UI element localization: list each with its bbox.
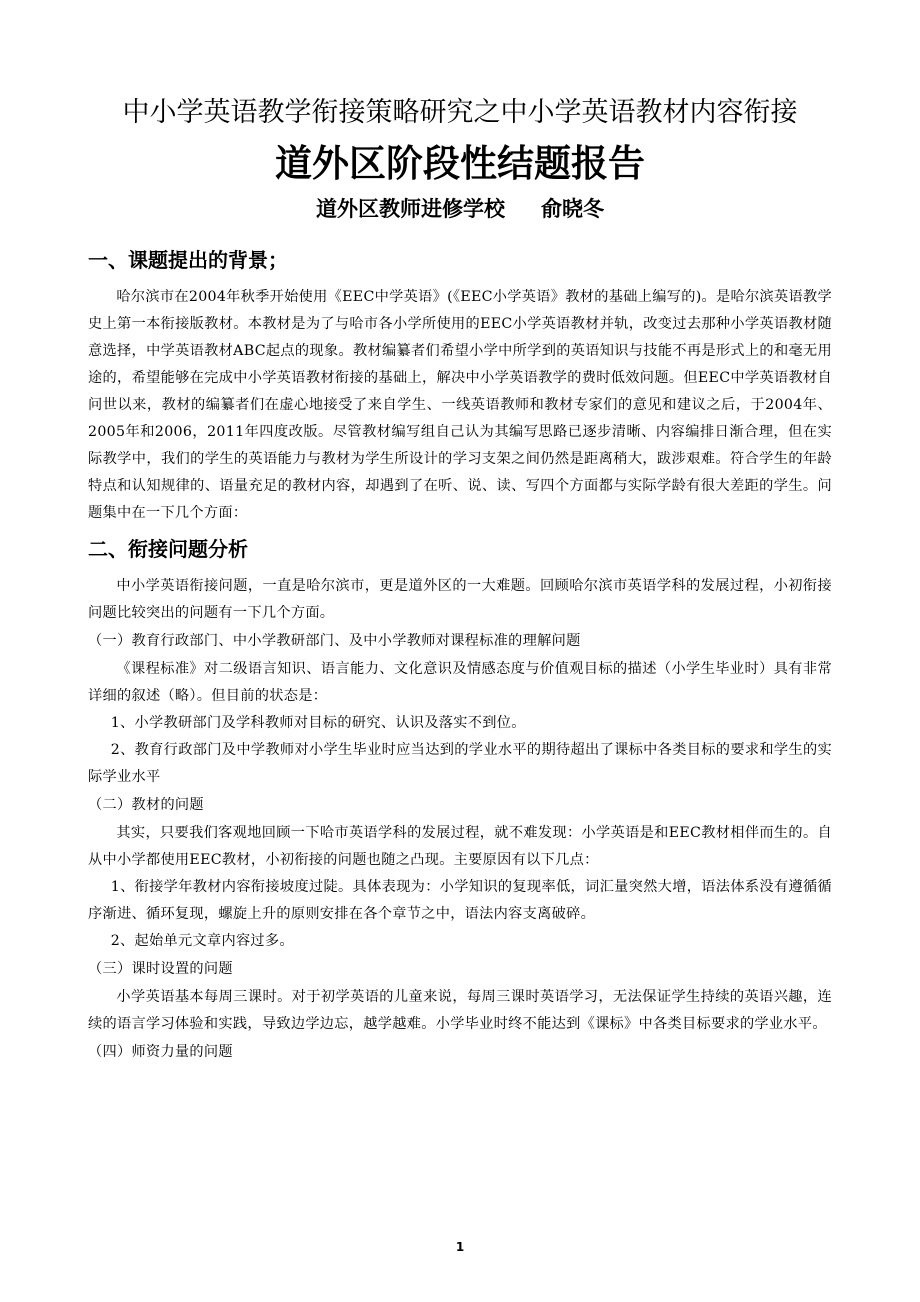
- author-line: [0, 194, 920, 224]
- document-title-line1: 中小学英语教学衔接策略研究之中小学英语教材内容衔接: [122, 97, 798, 128]
- section-heading-background: 一、课题提出的背景；: [88, 248, 288, 272]
- textbook-paragraph: 其实，只要我们客观地回顾一下哈市英语学科的发展过程，就不难发现：小学英语是和EEC教材相伴而生的。自从中小学都使用EEC教材，小初衔接的问题也随之凸现。主要原因有以下几点：: [88, 825, 832, 868]
- section-heading-analysis: 二、衔接问题分析: [88, 537, 248, 561]
- curriculum-point-1: 1、小学教研部门及学科教师对目标的研究、认识及落实不到位。: [110, 715, 526, 731]
- author-organization: 道外区教师进修学校: [316, 197, 505, 221]
- subsection-label-class-hours: （三）课时设置的问题: [88, 961, 233, 977]
- background-paragraph: 哈尔滨市在2004年秋季开始使用《EEC中学英语》(《EEC小学英语》教材的基础上编写的)。是哈尔滨英语教学史上第一本衔接版教材。本教材是为了与哈市各小学所使用的EEC小学英语教材并轨，改变过去那种小学英语教材随意选择，中学英语教材ABC起点的现象。教材编纂者们希望小学中所学到的英语知识与技能不再是形式上的和毫无用途的，希望能够在完成中小学英语教材衔接的基础上，解决中小学英语教学的费时低效问题。但EEC中学英语教材自问世以来，教材的编纂者们在虚心地接受了来自学生、一线英语教师和教材专家们的意见和建议之后，于2004年、2005年和2006，2011年四度改版。尽管教材编写组自己认为其编写思路已逐步清晰、内容编排日渐合理，但在实际教学中，我们的学生的英语能力与教材为学生所设计的学习支架之间仍然是距离稍大，跋涉艰难。符合学生的年龄特点和认知规律的、语量充足的教材内容，却遇到了在听、说、读、写四个方面都与实际学龄有很大差距的学生。问题集中在一下几个方面：: [88, 289, 832, 521]
- textbook-point-2: 2、起始单元文章内容过多。: [110, 933, 294, 949]
- page-number: 1: [455, 1240, 465, 1254]
- textbook-point-1: 1、衔接学年教材内容衔接坡度过陡。具体表现为：小学知识的复现率低，词汇量突然大增，语法体系没有遵循循序渐进、循环复现，螺旋上升的原则安排在各个章节之中，语法内容支离破碎。: [88, 879, 832, 922]
- class-hours-paragraph: 小学英语基本每周三课时。对于初学英语的儿童来说，每周三课时英语学习，无法保证学生持续的英语兴趣，连续的语言学习体验和实践，导致边学边忘，越学越难。小学毕业时终不能达到《课标》中各类目标要求的学业水平。: [88, 989, 832, 1032]
- subsection-label-curriculum: （一）教育行政部门、中小学教研部门、及中小学教师对课程标准的理解问题: [88, 633, 581, 649]
- document-title-line2: 道外区阶段性结题报告: [275, 142, 645, 185]
- author-name: 俞晓冬: [541, 197, 604, 221]
- subsection-label-teachers: （四）师资力量的问题: [88, 1044, 233, 1060]
- analysis-intro-paragraph: 中小学英语衔接问题，一直是哈尔滨市，更是道外区的一大难题。回顾哈尔滨市英语学科的发展过程，小初衔接问题比较突出的问题有一下几个方面。: [88, 578, 832, 621]
- document-body: [88, 242, 832, 1067]
- subsection-label-textbook: （二）教材的问题: [88, 797, 204, 813]
- curriculum-paragraph: 《课程标准》对二级语言知识、语言能力、文化意识及情感态度与价值观目标的描述（小学生毕业时）具有非常详细的叙述（略）。但目前的状态是：: [88, 661, 832, 704]
- curriculum-point-2: 2、教育行政部门及中学教师对小学生毕业时应当达到的学业水平的期待超出了课标中各类目标的要求和学生的实际学业水平: [88, 742, 832, 785]
